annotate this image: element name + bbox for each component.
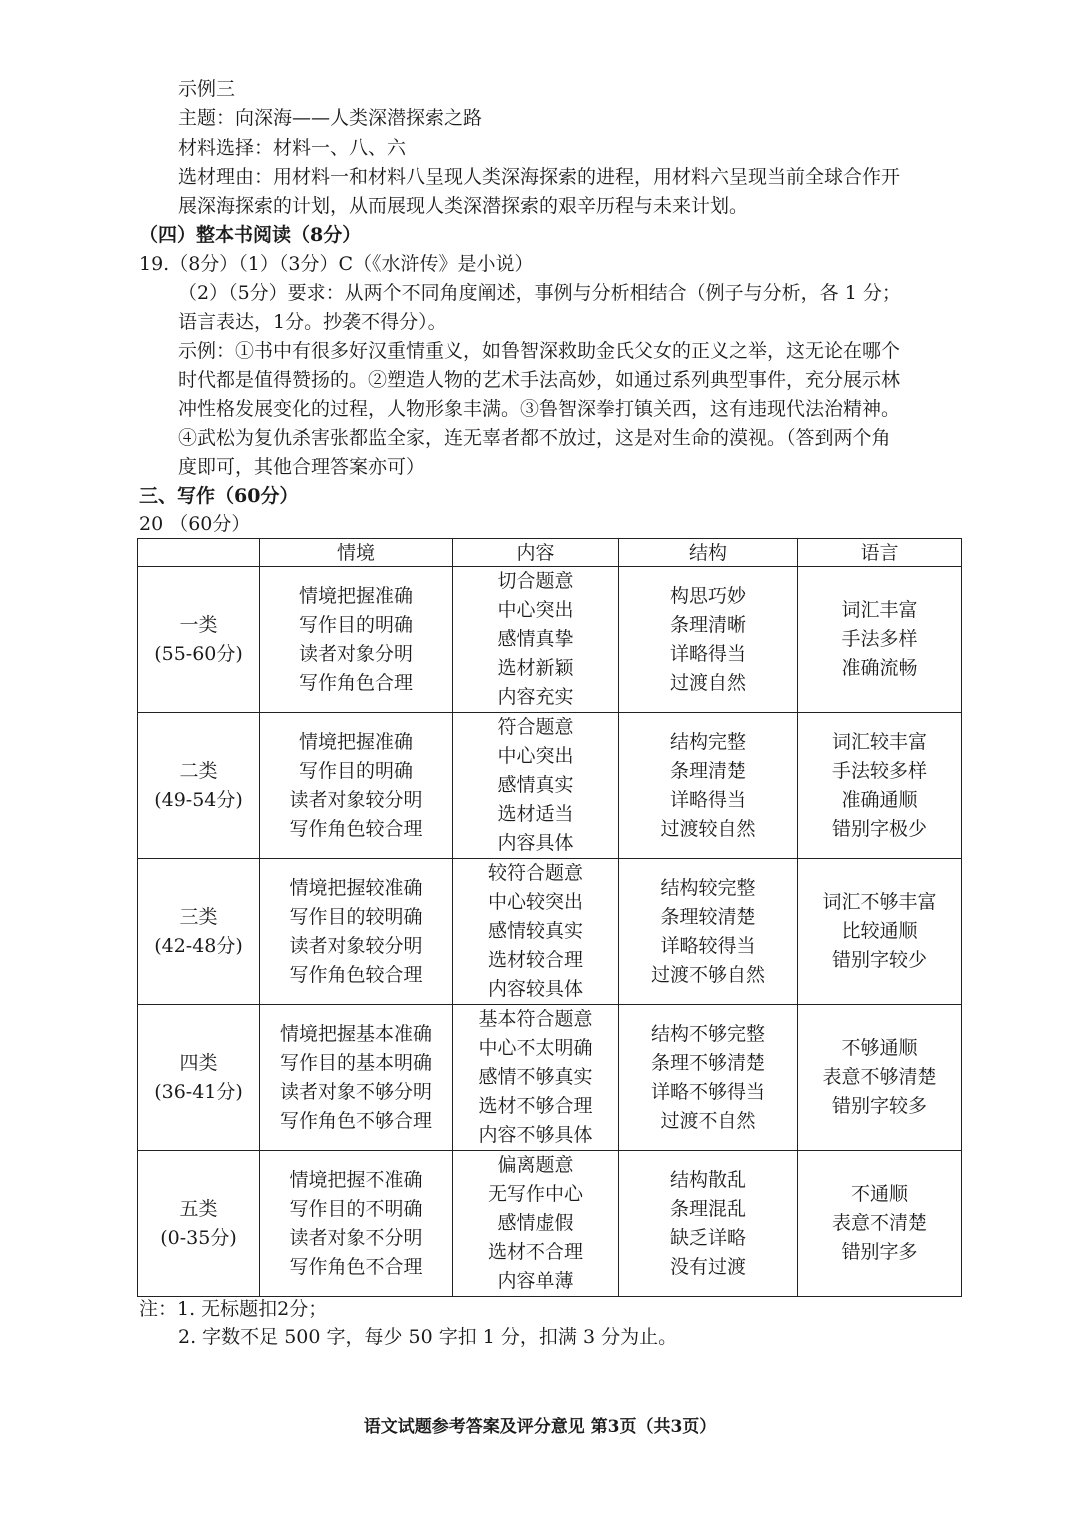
criterion-text: 切合题意 (497, 570, 574, 592)
table-row (138, 567, 962, 713)
criterion-text: 词汇不够丰富 (822, 891, 937, 913)
example3-heading: 示例三 (178, 78, 236, 100)
criterion-text: 结构完整 (669, 730, 746, 753)
criterion-text: 读者对象分明 (298, 642, 413, 665)
example3-material: 材料选择：材料一、八、六 (178, 137, 407, 159)
criterion-text: 构思巧妙 (669, 584, 746, 607)
content-cell (453, 1005, 619, 1151)
criterion-text: 中心不太明确 (478, 1037, 593, 1059)
criterion-text: 条理混乱 (669, 1197, 746, 1220)
q19-example-line3: 冲性格发展变化的过程，人物形象丰满。③鲁智深拳打镇关西，这有违现代法治精神。 (178, 398, 901, 420)
criterion-text: 写作目的基本明确 (279, 1051, 432, 1074)
q19-requirement-line2: 语言表达，1分。抄袭不得分）。 (178, 311, 447, 333)
criterion-text: 情境把握基本准确 (279, 1022, 432, 1045)
criterion-text: 读者对象较分明 (289, 934, 423, 957)
q19-line1: 19.（8分）（1）（3分）C（《水浒传》是小说） (139, 253, 534, 275)
criterion-text: 写作角色较合理 (289, 963, 423, 986)
criterion-text: 写作角色较合理 (289, 817, 423, 840)
criterion-text: 结构不够完整 (650, 1022, 765, 1045)
criterion-text: 写作目的较明确 (289, 905, 423, 928)
criterion-text: 过渡不自然 (660, 1109, 756, 1132)
criterion-text: 条理清晰 (669, 613, 746, 636)
criterion-text: 中心较突出 (487, 891, 583, 913)
criterion-text: 感情较真实 (487, 920, 583, 942)
table-header-row (138, 539, 962, 567)
situation-cell (260, 713, 453, 859)
criterion-text: 情境把握不准确 (289, 1168, 423, 1191)
criterion-text: 手法较多样 (831, 759, 927, 782)
structure-cell (619, 859, 798, 1005)
table-row (138, 1005, 962, 1151)
situation-cell (260, 567, 453, 713)
grade-label: 一类 (179, 613, 218, 636)
criterion-text: 没有过渡 (669, 1255, 746, 1278)
grade-range: (0-35分) (160, 1226, 237, 1249)
criterion-text: 词汇丰富 (841, 599, 918, 621)
section4-title: （四）整本书阅读（8分） (139, 224, 362, 246)
content-cell (453, 567, 619, 713)
criterion-text: 选材不合理 (487, 1241, 583, 1263)
q19-requirement-line1: （2）（5分）要求：从两个不同角度阐述，事例与分析相结合（例子与分析，各 1 分； (178, 282, 901, 304)
criterion-text: 表意不够清楚 (822, 1066, 937, 1088)
grade-cell (138, 567, 260, 713)
situation-cell (260, 859, 453, 1005)
criterion-text: 手法多样 (841, 628, 918, 650)
header-language: 语言 (798, 539, 962, 567)
criterion-text: 较符合题意 (487, 862, 583, 884)
grading-table (137, 538, 962, 1297)
criterion-text: 感情虚假 (497, 1212, 574, 1234)
criterion-text: 基本符合题意 (478, 1008, 593, 1030)
criterion-text: 情境把握准确 (298, 584, 413, 607)
header-situation: 情境 (260, 539, 453, 567)
header-blank (138, 539, 260, 567)
criterion-text: 中心突出 (497, 599, 574, 621)
grade-label: 二类 (179, 759, 218, 782)
criterion-text: 写作角色不合理 (289, 1255, 423, 1278)
criterion-text: 读者对象较分明 (289, 788, 423, 811)
criterion-text: 写作角色合理 (298, 671, 413, 694)
grade-label: 五类 (179, 1197, 218, 1220)
content-cell (453, 713, 619, 859)
criterion-text: 感情真实 (497, 774, 574, 796)
criterion-text: 读者对象不够分明 (279, 1080, 432, 1103)
grade-range: (36-41分) (154, 1080, 243, 1103)
example3-reason-line1: 选材理由：用材料一和材料八呈现人类深海探索的进程，用材料六呈现当前全球合作开 (178, 166, 901, 188)
q19-example-line4: ④武松为复仇杀害张都监全家，连无辜者都不放过，这是对生命的漠视。（答到两个角 (178, 427, 891, 449)
criterion-text: 内容具体 (497, 832, 574, 854)
criterion-text: 内容充实 (497, 686, 574, 708)
criterion-text: 写作目的明确 (298, 759, 413, 782)
section3-title: 三、写作（60分） (139, 485, 299, 507)
criterion-text: 表意不清楚 (831, 1212, 927, 1234)
language-cell (798, 1151, 962, 1297)
criterion-text: 错别字多 (841, 1241, 918, 1263)
criterion-text: 偏离题意 (497, 1154, 574, 1176)
criterion-text: 过渡不够自然 (650, 963, 765, 986)
criterion-text: 写作目的不明确 (289, 1197, 423, 1220)
grade-cell (138, 1005, 260, 1151)
criterion-text: 词汇较丰富 (831, 730, 927, 753)
q19-example-line1: 示例：①书中有很多好汉重情重义，如鲁智深救助金氏父女的正义之举，这无论在哪个 (178, 340, 901, 362)
table-row (138, 859, 962, 1005)
criterion-text: 详略得当 (669, 788, 746, 811)
criterion-text: 缺乏详略 (669, 1226, 746, 1249)
criterion-text: 详略得当 (669, 642, 746, 665)
criterion-text: 比较通顺 (841, 920, 918, 942)
page-footer: 语文试题参考答案及评分意见 第3页（共3页） (363, 1417, 717, 1437)
q20-label: 20 （60分） (139, 513, 251, 535)
criterion-text: 结构散乱 (669, 1168, 746, 1191)
grade-range: (55-60分) (154, 642, 243, 665)
criterion-text: 准确流畅 (841, 657, 918, 679)
criterion-text: 错别字极少 (831, 817, 927, 840)
grade-range: (49-54分) (154, 788, 243, 811)
criterion-text: 不通顺 (850, 1183, 908, 1205)
grade-range: (42-48分) (154, 934, 243, 957)
table-row (138, 1151, 962, 1297)
criterion-text: 错别字较少 (831, 949, 927, 971)
criterion-text: 符合题意 (497, 716, 574, 738)
grade-cell (138, 713, 260, 859)
structure-cell (619, 713, 798, 859)
grade-cell (138, 1151, 260, 1297)
criterion-text: 条理不够清楚 (650, 1051, 765, 1074)
situation-cell (260, 1005, 453, 1151)
criterion-text: 中心突出 (497, 745, 574, 767)
language-cell (798, 859, 962, 1005)
note-line2: 2. 字数不足 500 字，每少 50 字扣 1 分，扣满 3 分为止。 (178, 1326, 678, 1348)
criterion-text: 结构较完整 (660, 876, 756, 899)
criterion-text: 错别字较多 (831, 1095, 927, 1117)
criterion-text: 条理清楚 (669, 759, 746, 782)
example3-reason-line2: 展深海探索的计划，从而展现人类深潜探索的艰辛历程与未来计划。 (178, 195, 749, 217)
criterion-text: 选材较合理 (487, 949, 583, 971)
grade-label: 三类 (179, 905, 218, 928)
situation-cell (260, 1151, 453, 1297)
content-cell (453, 859, 619, 1005)
language-cell (798, 1005, 962, 1151)
header-structure: 结构 (619, 539, 798, 567)
criterion-text: 选材适当 (497, 803, 574, 825)
language-cell (798, 567, 962, 713)
content-cell (453, 1151, 619, 1297)
criterion-text: 内容单薄 (497, 1270, 574, 1292)
criterion-text: 写作目的明确 (298, 613, 413, 636)
table-row (138, 713, 962, 859)
criterion-text: 详略不够得当 (650, 1080, 765, 1103)
criterion-text: 情境把握准确 (298, 730, 413, 753)
criterion-text: 准确通顺 (841, 788, 918, 811)
header-content: 内容 (453, 539, 619, 567)
criterion-text: 选材不够合理 (478, 1095, 593, 1117)
criterion-text: 过渡自然 (669, 671, 746, 694)
criterion-text: 条理较清楚 (660, 905, 756, 928)
q19-example-line5: 度即可，其他合理答案亦可） (178, 456, 426, 478)
grade-label: 四类 (179, 1051, 218, 1074)
structure-cell (619, 567, 798, 713)
language-cell (798, 713, 962, 859)
criterion-text: 详略较得当 (660, 934, 756, 957)
criterion-text: 无写作中心 (487, 1183, 583, 1205)
q19-example-line2: 时代都是值得赞扬的。②塑造人物的艺术手法高妙，如通过系列典型事件，充分展示林 (178, 369, 901, 391)
note-line1: 注：1. 无标题扣2分； (139, 1298, 328, 1320)
grade-cell (138, 859, 260, 1005)
criterion-text: 写作角色不够合理 (279, 1109, 432, 1132)
structure-cell (619, 1151, 798, 1297)
criterion-text: 感情真挚 (497, 628, 574, 650)
structure-cell (619, 1005, 798, 1151)
grading-table-body (138, 567, 962, 1297)
criterion-text: 情境把握较准确 (289, 876, 423, 899)
criterion-text: 感情不够真实 (478, 1066, 593, 1088)
example3-theme: 主题：向深海——人类深潜探索之路 (178, 107, 483, 129)
criterion-text: 内容较具体 (487, 978, 583, 1000)
criterion-text: 不够通顺 (841, 1037, 918, 1059)
criterion-text: 选材新颖 (497, 657, 574, 679)
criterion-text: 过渡较自然 (660, 817, 756, 840)
criterion-text: 内容不够具体 (478, 1124, 593, 1146)
criterion-text: 读者对象不分明 (289, 1226, 423, 1249)
